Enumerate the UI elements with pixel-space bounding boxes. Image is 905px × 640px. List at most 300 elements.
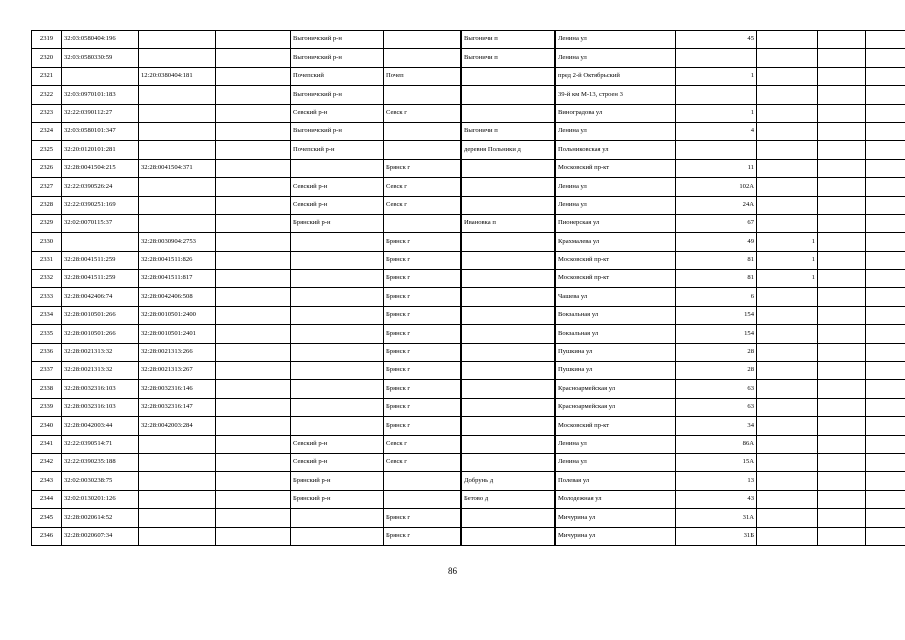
table-cell: Чашева ул [556, 288, 676, 306]
table-cell: 32:03:0970101:183 [62, 86, 139, 104]
table-cell: 32:22:0390235:188 [62, 453, 139, 471]
table-cell [866, 49, 905, 67]
table-cell [216, 398, 291, 416]
table-row [32, 362, 905, 380]
table-cell [818, 453, 866, 471]
table-cell [866, 233, 905, 251]
table-cell: 32:28:0042406:508 [139, 288, 216, 306]
table-cell [462, 196, 555, 214]
table-cell [139, 49, 216, 67]
table-cell: 2336 [32, 343, 62, 361]
table-cell: Севск г [384, 453, 461, 471]
table-cell: Брянский р-н [291, 472, 384, 490]
table-cell [216, 104, 291, 122]
table-cell [757, 362, 818, 380]
table-cell [216, 214, 291, 232]
table-cell [216, 453, 291, 471]
table-cell: 2325 [32, 141, 62, 159]
table-cell [216, 417, 291, 435]
table-cell: 32:28:0041511:259 [62, 270, 139, 288]
table-cell: 2334 [32, 306, 62, 324]
table-cell: Брянск г [384, 509, 461, 527]
table-cell [216, 251, 291, 269]
table-cell: Брянск г [384, 417, 461, 435]
table-cell: 2341 [32, 435, 62, 453]
table-cell: Выгоничский р-н [291, 49, 384, 67]
table-cell: Почепский [291, 67, 384, 85]
table-cell [757, 141, 818, 159]
table-cell [216, 472, 291, 490]
table-cell: Мичурина ул [556, 527, 676, 545]
table-cell [866, 122, 905, 140]
table-cell: Польниковская ул [556, 141, 676, 159]
table-cell [291, 343, 384, 361]
table-cell [216, 306, 291, 324]
table-cell: 2330 [32, 233, 62, 251]
table-cell [216, 196, 291, 214]
table-cell: 2320 [32, 49, 62, 67]
table-cell [818, 472, 866, 490]
table-cell [216, 141, 291, 159]
table-cell: Пушкина ул [556, 343, 676, 361]
table-cell [139, 196, 216, 214]
table-cell [757, 398, 818, 416]
table-cell: Севск г [384, 435, 461, 453]
table-cell: 45 [676, 31, 757, 49]
table-cell: Выгоничский р-н [291, 86, 384, 104]
table-cell [216, 159, 291, 177]
table-cell [866, 417, 905, 435]
table-cell [818, 288, 866, 306]
table-cell: Виноградова ул [556, 104, 676, 122]
table-cell [818, 141, 866, 159]
table-cell [216, 178, 291, 196]
table-cell: 2319 [32, 31, 62, 49]
table-cell: 32:28:0041511:826 [139, 251, 216, 269]
table-cell [462, 233, 555, 251]
table-cell: 28 [676, 362, 757, 380]
table-cell: 32:22:0390112:27 [62, 104, 139, 122]
table-cell [216, 49, 291, 67]
table-cell: деревня Польники д [462, 141, 555, 159]
table-cell [139, 453, 216, 471]
table-cell: 32:28:0021313:32 [62, 362, 139, 380]
table-cell: Севский р-н [291, 435, 384, 453]
table-cell: Брянск г [384, 343, 461, 361]
table-cell [757, 306, 818, 324]
table-cell [866, 67, 905, 85]
table-cell: 2338 [32, 380, 62, 398]
table-cell [462, 159, 555, 177]
table-cell: 2321 [32, 67, 62, 85]
table-cell [866, 288, 905, 306]
table-cell [818, 306, 866, 324]
table-cell [139, 472, 216, 490]
table-cell [818, 86, 866, 104]
table-cell: Ленина ул [556, 31, 676, 49]
table-cell [462, 251, 555, 269]
table-cell [818, 509, 866, 527]
table-cell: 86А [676, 435, 757, 453]
table-cell: 32:28:0032316:147 [139, 398, 216, 416]
table-cell [291, 362, 384, 380]
table-cell [818, 362, 866, 380]
table-cell [462, 270, 555, 288]
table-cell: пред 2-й Октябрьский [556, 67, 676, 85]
table-cell [866, 196, 905, 214]
table-cell: 2333 [32, 288, 62, 306]
table-cell: Красноармейская ул [556, 380, 676, 398]
table-cell: Брянск г [384, 159, 461, 177]
table-cell: 2323 [32, 104, 62, 122]
table-cell [818, 325, 866, 343]
table-cell: 32:28:0032316:146 [139, 380, 216, 398]
table-cell: 2328 [32, 196, 62, 214]
table-cell [818, 122, 866, 140]
table-cell: 1 [676, 67, 757, 85]
table-cell [216, 380, 291, 398]
table-row [32, 435, 905, 453]
table-cell [139, 141, 216, 159]
table-cell: Брянский р-н [291, 490, 384, 508]
table-cell: 81 [676, 270, 757, 288]
table-cell: 32:28:0032316:103 [62, 398, 139, 416]
table-cell: Пионерская ул [556, 214, 676, 232]
table-cell [866, 141, 905, 159]
table-cell: 154 [676, 306, 757, 324]
table-cell: Ленина ул [556, 453, 676, 471]
table-cell: 32:28:0032316:103 [62, 380, 139, 398]
table-cell [62, 233, 139, 251]
table-cell: Брянск г [384, 527, 461, 545]
table-cell: Выгоничский р-н [291, 122, 384, 140]
table-cell: Ленина ул [556, 196, 676, 214]
table-cell: 2345 [32, 509, 62, 527]
table-cell [216, 67, 291, 85]
table-cell: 2331 [32, 251, 62, 269]
table-cell: 2344 [32, 490, 62, 508]
table-cell [757, 472, 818, 490]
table-cell [866, 306, 905, 324]
table-cell: Бетово д [462, 490, 555, 508]
table-cell: 32:22:0390526:24 [62, 178, 139, 196]
table-cell [818, 380, 866, 398]
table-cell [291, 325, 384, 343]
table-cell [757, 49, 818, 67]
table-cell: Московский пр-кт [556, 270, 676, 288]
table-cell [384, 49, 461, 67]
table-cell [462, 362, 555, 380]
table-cell [462, 453, 555, 471]
table-cell [866, 398, 905, 416]
table-cell: 32:28:0010501:2400 [139, 306, 216, 324]
table-cell: 2343 [32, 472, 62, 490]
table-cell [384, 122, 461, 140]
table-cell [757, 380, 818, 398]
table-cell [866, 270, 905, 288]
table-cell [462, 527, 555, 545]
table-cell: Полевая ул [556, 472, 676, 490]
table-cell: Почеп [384, 67, 461, 85]
table-cell: Брянск г [384, 380, 461, 398]
table-cell: Севский р-н [291, 178, 384, 196]
table-cell [866, 435, 905, 453]
table-cell: Севск г [384, 104, 461, 122]
table-row [32, 398, 905, 416]
table-cell [291, 159, 384, 177]
table-cell: 39-й км М-13, строен 3 [556, 86, 676, 104]
table-cell [757, 509, 818, 527]
table-cell: 2322 [32, 86, 62, 104]
table-cell [139, 527, 216, 545]
table-cell: 32:28:0042003:284 [139, 417, 216, 435]
table-cell [216, 362, 291, 380]
table-cell: Брянск г [384, 233, 461, 251]
table-cell: 1 [757, 270, 818, 288]
table-cell [462, 306, 555, 324]
table-cell [291, 527, 384, 545]
table-cell [866, 453, 905, 471]
table-cell: 32:03:0580330:59 [62, 49, 139, 67]
table-cell: Пушкина ул [556, 362, 676, 380]
table-cell: Мичурина ул [556, 509, 676, 527]
table-cell: 2326 [32, 159, 62, 177]
table-cell [818, 178, 866, 196]
table-cell: 32:02:0070115:37 [62, 214, 139, 232]
table-row [32, 178, 905, 196]
table-cell: Ленина ул [556, 49, 676, 67]
table-cell: 32:28:0020614:52 [62, 509, 139, 527]
table-cell: Брянск г [384, 270, 461, 288]
table-cell: 32:02:0130201:126 [62, 490, 139, 508]
table-cell: Брянск г [384, 362, 461, 380]
table-cell: Ленина ул [556, 435, 676, 453]
table-cell [757, 122, 818, 140]
table-cell [757, 104, 818, 122]
table-cell [818, 343, 866, 361]
table-cell [757, 343, 818, 361]
table-cell [216, 270, 291, 288]
table-cell [866, 380, 905, 398]
table-cell: 2332 [32, 270, 62, 288]
table-cell [291, 380, 384, 398]
table-cell: 4 [676, 122, 757, 140]
table-cell: 81 [676, 251, 757, 269]
table-cell [818, 435, 866, 453]
table-cell [676, 49, 757, 67]
table-row [32, 31, 905, 49]
table-cell [291, 398, 384, 416]
table-cell [139, 214, 216, 232]
table-cell [291, 288, 384, 306]
table-cell: 32:28:0010501:266 [62, 306, 139, 324]
table-cell: 32:28:0042003:44 [62, 417, 139, 435]
table-row [32, 380, 905, 398]
address-table [31, 30, 905, 546]
table-cell: 32:28:0021313:32 [62, 343, 139, 361]
table-cell [757, 435, 818, 453]
table-cell: Ленина ул [556, 178, 676, 196]
table-cell: 32:22:0390251:169 [62, 196, 139, 214]
table-cell [462, 343, 555, 361]
table-cell: 63 [676, 398, 757, 416]
table-cell [866, 343, 905, 361]
table-cell [757, 67, 818, 85]
table-cell [139, 122, 216, 140]
table-cell [818, 31, 866, 49]
table-cell [866, 527, 905, 545]
table-cell [866, 86, 905, 104]
table-cell: 32:20:0120101:281 [62, 141, 139, 159]
table-row [32, 49, 905, 67]
table-cell: 2342 [32, 453, 62, 471]
table-row [32, 86, 905, 104]
table-row [32, 104, 905, 122]
table-cell: Красноармейская ул [556, 398, 676, 416]
table-cell: 2346 [32, 527, 62, 545]
table-cell [818, 417, 866, 435]
table-cell: 31А [676, 509, 757, 527]
table-cell: Севский р-н [291, 196, 384, 214]
table-cell [216, 122, 291, 140]
table-cell [216, 435, 291, 453]
table-cell [139, 86, 216, 104]
table-row [32, 214, 905, 232]
table-cell: 32:28:0020607:34 [62, 527, 139, 545]
table-cell: 2335 [32, 325, 62, 343]
table-row [32, 325, 905, 343]
table-cell [139, 490, 216, 508]
table-cell [818, 104, 866, 122]
table-cell: 12:20:0380404:181 [139, 67, 216, 85]
table-cell: 32:28:0021313:266 [139, 343, 216, 361]
table-cell: 34 [676, 417, 757, 435]
page-number: 86 [448, 566, 457, 576]
table-cell: Брянск г [384, 306, 461, 324]
table-cell: Вокзальная ул [556, 325, 676, 343]
table-cell: 11 [676, 159, 757, 177]
table-cell [818, 233, 866, 251]
table-cell [866, 104, 905, 122]
table-cell: Московский пр-кт [556, 251, 676, 269]
table-cell [384, 86, 461, 104]
table-cell [216, 233, 291, 251]
table-cell [216, 490, 291, 508]
table-cell [757, 417, 818, 435]
table-cell: 2329 [32, 214, 62, 232]
table-cell: Московский пр-кт [556, 417, 676, 435]
table-cell: Севск г [384, 178, 461, 196]
table-cell [757, 288, 818, 306]
table-row [32, 306, 905, 324]
table-cell [62, 67, 139, 85]
table-cell: 102А [676, 178, 757, 196]
table-cell: Севск г [384, 196, 461, 214]
table-cell [866, 214, 905, 232]
table-cell [216, 325, 291, 343]
table-cell: Брянск г [384, 398, 461, 416]
table-cell [462, 288, 555, 306]
table-row [32, 122, 905, 140]
table-cell [462, 178, 555, 196]
table-cell [384, 141, 461, 159]
table-cell [462, 435, 555, 453]
table-cell: Ленина ул [556, 122, 676, 140]
table-cell: Добрунь д [462, 472, 555, 490]
table-cell [757, 86, 818, 104]
table-row [32, 472, 905, 490]
table-cell: 6 [676, 288, 757, 306]
table-cell: 13 [676, 472, 757, 490]
table-row [32, 233, 905, 251]
table-cell [216, 343, 291, 361]
table-row [32, 288, 905, 306]
table-cell: 67 [676, 214, 757, 232]
table-row [32, 453, 905, 471]
table-cell: Брянск г [384, 251, 461, 269]
table-cell [291, 233, 384, 251]
table-cell [757, 178, 818, 196]
table-cell [866, 31, 905, 49]
table-cell [866, 472, 905, 490]
table-cell [216, 509, 291, 527]
table-cell [818, 214, 866, 232]
table-cell: 2339 [32, 398, 62, 416]
table-cell: 1 [676, 104, 757, 122]
table-cell [676, 86, 757, 104]
table-cell: 2337 [32, 362, 62, 380]
table-cell [757, 214, 818, 232]
table-cell [866, 362, 905, 380]
table-cell [866, 325, 905, 343]
table-cell [818, 398, 866, 416]
table-row [32, 417, 905, 435]
table-row [32, 527, 905, 545]
table-cell: 1 [757, 233, 818, 251]
table-row [32, 141, 905, 159]
table-cell: Выгоничи п [462, 122, 555, 140]
table-cell: Брянск г [384, 288, 461, 306]
table-row [32, 490, 905, 508]
table-cell [818, 490, 866, 508]
table-cell [757, 453, 818, 471]
table-cell [139, 435, 216, 453]
table-row [32, 67, 905, 85]
table-cell [384, 214, 461, 232]
table-cell: 28 [676, 343, 757, 361]
table-cell: 32:28:0021313:267 [139, 362, 216, 380]
table-row [32, 251, 905, 269]
table-cell [462, 104, 555, 122]
table-cell: Ивановка п [462, 214, 555, 232]
table-cell [291, 417, 384, 435]
table-cell: 43 [676, 490, 757, 508]
table-cell [462, 325, 555, 343]
table-cell [818, 159, 866, 177]
table-cell [818, 67, 866, 85]
table-cell [757, 325, 818, 343]
table-cell: 32:28:0030904:2753 [139, 233, 216, 251]
table-cell [818, 527, 866, 545]
table-cell [291, 270, 384, 288]
table-cell [462, 509, 555, 527]
table-cell [216, 288, 291, 306]
table-cell: 15А [676, 453, 757, 471]
table-cell [757, 31, 818, 49]
table-cell: Молодежная ул [556, 490, 676, 508]
table-cell [291, 251, 384, 269]
table-cell: 31Б [676, 527, 757, 545]
